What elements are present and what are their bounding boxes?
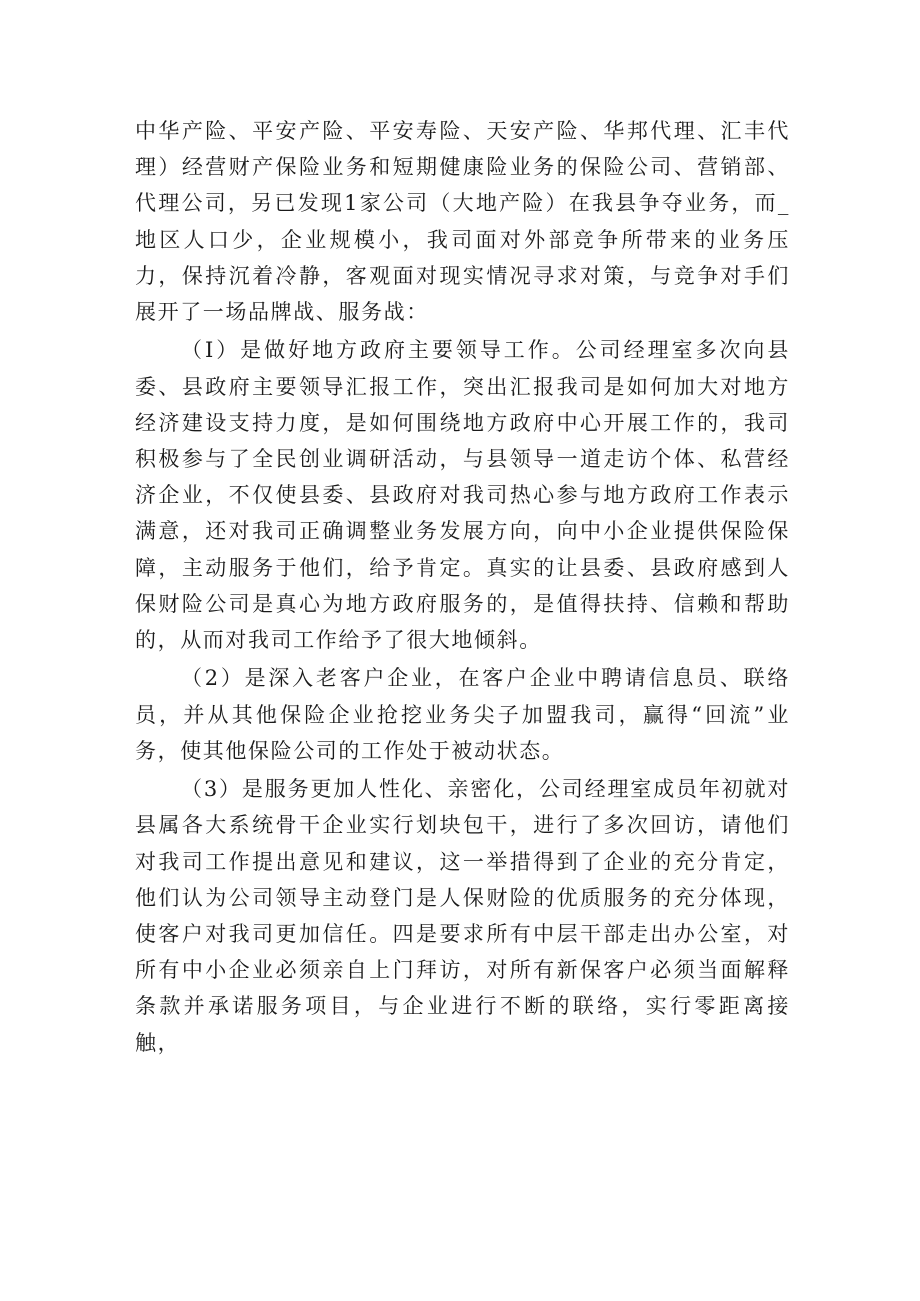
paragraph-competition-intro: 中华产险、平安产险、平安寿险、天安产险、华邦代理、汇丰代理）经营财产保险业务和短期健康险业务的保险公司、营销部、代理公司，另已发现1家公司（大地产险）在我县争夺业务，而_地区人口少，企业规模小，我司面对外部竞争所带来的业务压力，保持沉着冷静，客观面对现实情况寻求对策，与竞争对手们展开了一场品牌战、服务战：: [135, 119, 790, 325]
paragraph-government-work: （I）是做好地方政府主要领导工作。公司经理室多次向县委、县政府主要领导汇报工作，突出汇报我司是如何加大对地方经济建设支持力度，是如何围绕地方政府中心开展工作的，我司积极参与了全民创业调研活动，与县领导一道走访个体、私营经济企业，不仅使县委、县政府对我司热心参与地方政府工作表示满意，还对我司正确调整业务发展方向，向中小企业提供保险保障，主动服务于他们，给予肯定。真实的让县委、县政府感到人保财险公司是真心为地方政府服务的，是值得扶持、信赖和帮助的，从而对我司工作给予了很大地倾斜。: [135, 338, 790, 653]
paragraph-old-clients: （2）是深入老客户企业，在客户企业中聘请信息员、联络员，并从其他保险企业抢挖业务尖子加盟我司，赢得“回流”业务，使其他保险公司的工作处于被动状态。: [135, 666, 790, 763]
paragraph-humanized-service: （3）是服务更加人性化、亲密化，公司经理室成员年初就对县属各大系统骨干企业实行划块包干，进行了多次回访，请他们对我司工作提出意见和建议，这一举措得到了企业的充分肯定，他们认为公司领导主动登门是人保财险的优质服务的充分体现，使客户对我司更加信任。四是要求所有中层干部走出办公室，对所有中小企业必须亲自上门拜访，对所有新保客户必须当面解释条款并承诺服务项目，与企业进行不断的联络，实行零距离接触，: [135, 777, 790, 1055]
